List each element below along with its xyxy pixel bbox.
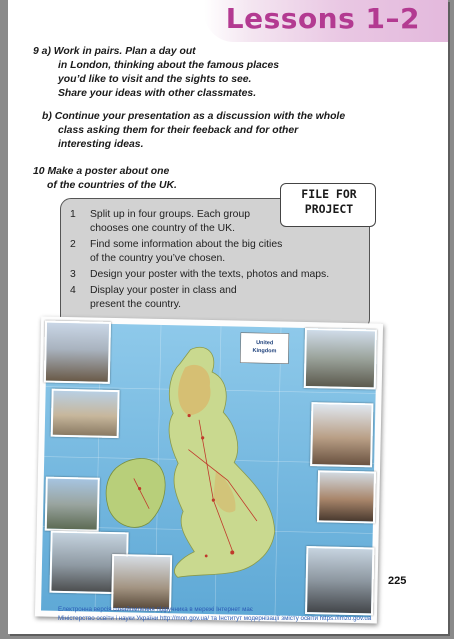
footer-line: Електронна версія ознайомлення підручника в мережі Інтернет має (58, 606, 253, 613)
project-step (70, 284, 329, 312)
project-step (70, 268, 329, 282)
file-label-line: FILE FOR (301, 187, 357, 201)
step-text: Display your poster in class and (90, 285, 237, 296)
monument-photo (304, 328, 377, 389)
task-10-line: of the countries of the UK. (47, 180, 177, 191)
building-photo (111, 554, 172, 611)
task-9b (42, 110, 345, 152)
task-9b-line: interesting ideas. (58, 139, 144, 150)
task-9a-line: Share your ideas with other classmates. (58, 88, 257, 99)
town-photo (317, 470, 376, 523)
step-text: Find some information about the big cities (90, 239, 283, 250)
uk-poster-collage (35, 316, 383, 623)
step-number: 4 (70, 285, 76, 296)
cathedral-photo (44, 321, 111, 384)
footer-note (58, 606, 371, 623)
step-number: 3 (70, 269, 76, 280)
step-number: 1 (70, 209, 76, 220)
page-number: 225 (388, 575, 407, 587)
textbook-page (8, 0, 448, 634)
project-steps (70, 208, 329, 312)
castle-photo (51, 389, 120, 438)
task-9a-line: 9 a) Work in pairs. Plan a day out (33, 46, 196, 57)
task-9a-line: you’d like to visit and the sights to see. (58, 74, 252, 85)
task-9a-line: in London, thinking about the famous places (58, 60, 280, 71)
street-photo (310, 402, 373, 467)
step-text: of the country you’ve chosen. (90, 253, 226, 264)
river-photo (45, 477, 100, 532)
map-title: United (256, 339, 274, 347)
project-step (70, 238, 329, 266)
step-text: Split up in four groups. Each group (90, 209, 250, 220)
task-10 (33, 165, 177, 193)
step-text: Design your poster with the texts, photos and maps. (90, 269, 330, 280)
page-title: Lessons 1–2 (225, 2, 420, 35)
step-number: 2 (70, 239, 76, 250)
task-10-line: 10 Make a poster about one (33, 166, 170, 177)
file-label-line: PROJECT (304, 202, 354, 216)
step-text: present the country. (90, 299, 182, 310)
footer-line: Міністерство освіти і науки України http://mon.gov.ua/ та Інститут модернізації змісту освіти https://imzo.gov.ua (58, 614, 372, 622)
project-step (70, 208, 329, 236)
task-9b-line: b) Continue your presentation as a discussion with the whole (42, 111, 346, 122)
task-9a (33, 45, 279, 101)
map-title: Kingdom (252, 347, 277, 355)
task-9b-line: class asking them for their feeback and for other (58, 125, 299, 136)
step-text: chooses one country of the UK. (90, 223, 235, 234)
